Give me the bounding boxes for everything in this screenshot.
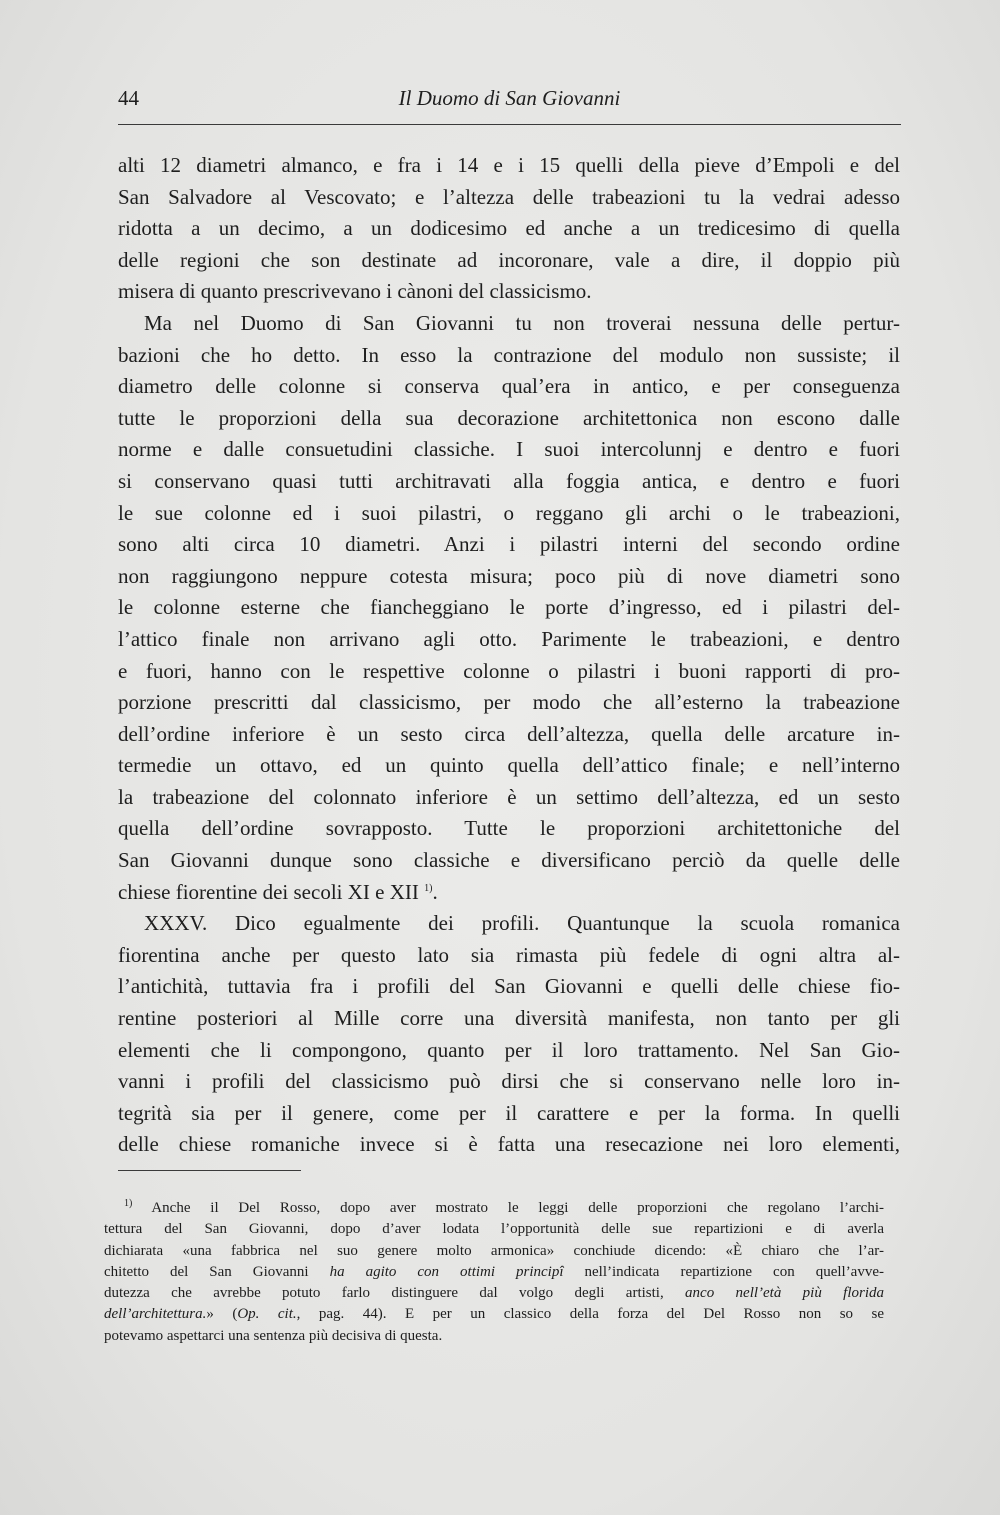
text-line: diametro delle colonne si conserva qual’era in antico, e per conseguenza (118, 374, 900, 399)
text-line: bazioni che ho detto. In esso la contrazione del modulo non sussiste; il (118, 342, 900, 367)
text-line: si conservano quasi tutti architravati alla foggia antica, e dentro e fuori (118, 468, 900, 493)
text-line: fiorentina anche per questo lato sia rimasta più fedele di ogni altra al- (118, 942, 900, 967)
text-line: l’antichità, tuttavia fra i profili del San Giovanni e quelli delle chiese fio- (118, 974, 900, 999)
footnote-text: nell’indicata repartizione con quell’avve- (584, 1263, 884, 1280)
footnote-line (104, 1283, 884, 1304)
text-line: quella dell’ordine sovrapposto. Tutte le proporzioni architettoniche del (118, 816, 900, 841)
text-line: tegrità sia per il genere, come per il carattere e per la forma. In quelli (118, 1100, 900, 1125)
footnote-text: » ( (206, 1306, 238, 1323)
text-line: sono alti circa 10 diametri. Anzi i pilastri interni del secondo ordine (118, 532, 900, 557)
running-title: Il Duomo di San Giovanni (398, 86, 621, 110)
footnote-italic: ha agito con ottimi principî (329, 1263, 564, 1280)
text-line (118, 877, 900, 909)
text-line: l’attico finale non arrivano agli otto. Parimente le trabeazioni, e dentro (118, 626, 900, 651)
footnote-line (104, 1304, 884, 1325)
text-line: misera di quanto prescrivevano i cànoni del classicismo. (118, 279, 592, 304)
footnote-line: tettura del San Giovanni, dopo d’aver lodata l’opportunità delle sue repartizioni e di averla (104, 1221, 884, 1238)
text-line: XXXV. Dico egualmente dei profili. Quantunque la scuola romanica (144, 911, 900, 936)
text-line: San Salvadore al Vescovato; e l’altezza delle trabeazioni tu la vedrai adesso (118, 184, 900, 209)
footnote-line: dichiarata «una fabbrica nel suo genere molto armonica» conchiude dicendo: «È chiaro che l’ar- (104, 1242, 884, 1259)
footnote-text: , pag. 44). E per un classico della forza del Del Rosso non so se (296, 1306, 884, 1323)
text-line: elementi che li compongono, quanto per il loro trattamento. Nel San Gio- (118, 1037, 900, 1062)
text-line: tutte le proporzioni della sua decorazione architettonica non escono dalle (118, 405, 900, 430)
text-line: delle regioni che son destinate ad incoronare, vale a dire, il doppio più (118, 247, 900, 272)
text-line: ridotta a un decimo, a un dodicesimo ed anche a un tredicesimo di quella (118, 216, 900, 241)
text-line: termedie un ottavo, ed un quinto quella dell’attico finale; e nell’interno (118, 753, 900, 778)
text-line: le sue colonne ed i suoi pilastri, o reggano gli archi o le trabeazioni, (118, 500, 900, 525)
text-line: Ma nel Duomo di San Giovanni tu non troverai nessuna delle pertur- (144, 310, 900, 335)
header-rule (118, 124, 901, 125)
footnote (104, 1198, 884, 1347)
footnote-italic: anco nell’età più florida (685, 1285, 884, 1302)
footnote-marker: 1) (124, 1198, 133, 1209)
text-span: . (432, 879, 438, 904)
text-line: e fuori, hanno con le respettive colonne o pilastri i buoni rapporti di pro- (118, 658, 900, 683)
body-text (118, 150, 900, 1161)
footnote-rule (118, 1170, 301, 1171)
footnote-line (104, 1262, 884, 1283)
text-line: dell’ordine inferiore è un sesto circa dell’altezza, quella delle arcature in- (118, 721, 900, 746)
text-line: alti 12 diametri almanco, e fra i 14 e i 15 quelli della pieve d’Empoli e del (118, 153, 900, 177)
footnote-italic: Op. cit. (237, 1306, 297, 1323)
footnote-line (104, 1198, 884, 1219)
text-line: non raggiungono neppure cotesta misura; poco più di nove diametri sono (118, 563, 900, 588)
page-number: 44 (118, 86, 139, 110)
footnote-text: chitetto del San Giovanni (104, 1263, 309, 1280)
footnote-reference: 1) (424, 882, 433, 894)
text-line: le colonne esterne che fiancheggiano le porte d’ingresso, ed i pilastri del- (118, 595, 900, 620)
text-line: San Giovanni dunque sono classiche e diversificano perciò da quelle delle (118, 848, 900, 873)
text-line: porzione prescritti dal classicismo, per modo che all’esterno la trabeazione (118, 690, 900, 715)
text-line: norme e dalle consuetudini classiche. I suoi intercolunnj e dentro e fuori (118, 437, 900, 462)
text-line: vanni i profili del classicismo può dirsi che si conservano nelle loro in- (118, 1069, 900, 1094)
footnote-text: Anche il Del Rosso, dopo aver mostrato le leggi delle proporzioni che regolano l’archi- (151, 1200, 884, 1216)
text-span: chiese fiorentine dei secoli XI e XII (118, 879, 419, 904)
footnote-italic: dell’architettura. (104, 1306, 207, 1323)
running-head (118, 86, 901, 116)
text-line: la trabeazione del colonnato inferiore è un settimo dell’altezza, ed un sesto (118, 784, 900, 809)
text-line: rentine posteriori al Mille corre una diversità manifesta, non tanto per gli (118, 1006, 900, 1031)
footnote-text: dutezza che avrebbe potuto farlo distinguere dal volgo degli artisti, (104, 1285, 664, 1302)
text-line: delle chiese romaniche invece si è fatta una resecazione nei loro elementi, (118, 1132, 900, 1157)
footnote-line: potevamo aspettarci una sentenza più decisiva di questa. (104, 1327, 443, 1344)
